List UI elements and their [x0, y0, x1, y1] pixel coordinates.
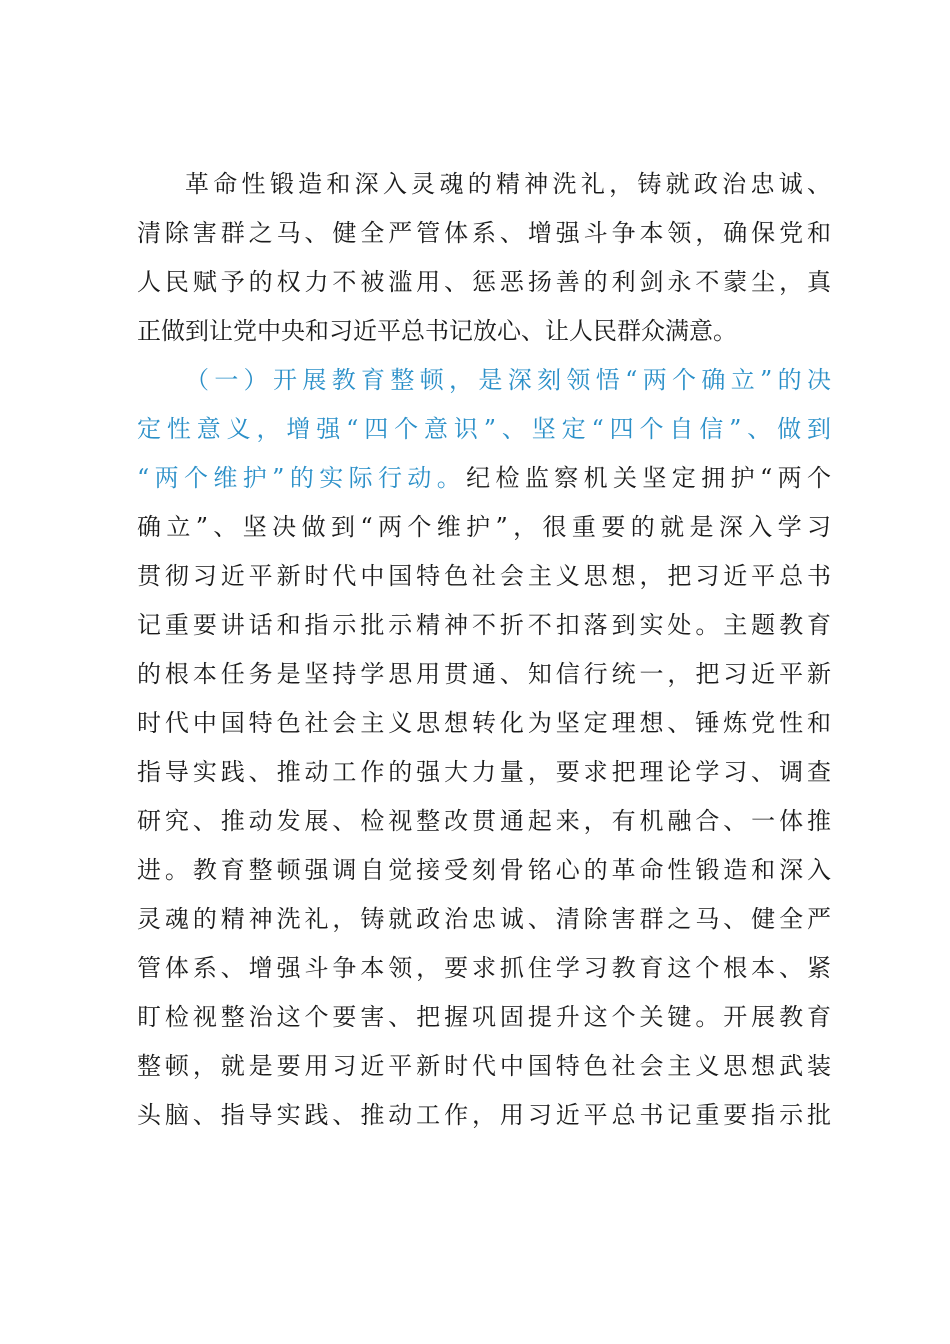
text-line: 人民赋予的权力不被滥用、惩恶扬善的利剑永不蒙尘，真 [137, 268, 831, 296]
mixed-line [137, 454, 831, 503]
text-line: 头脑、指导实践、推动工作，用习近平总书记重要指示批 [137, 1101, 831, 1129]
text-line: 整顿，就是要用习近平新时代中国特色社会主义思想武装 [137, 1052, 831, 1080]
text-line: 进。教育整顿强调自觉接受刻骨铭心的革命性锻造和深入 [137, 856, 831, 884]
text-line: 记重要讲话和指示批示精神不折不扣落到实处。主题教育 [137, 611, 831, 639]
section-heading-line: （一）开展教育整顿，是深刻领悟“两个确立”的决 [185, 366, 831, 394]
text-line: 灵魂的精神洗礼，铸就政治忠诚、清除害群之马、健全严 [137, 905, 831, 933]
text-line: 贯彻习近平新时代中国特色社会主义思想，把习近平总书 [137, 562, 831, 590]
body-text: 纪检监察机关坚定拥护“两个 [466, 464, 831, 492]
text-line: 研究、推动发展、检视整改贯通起来，有机融合、一体推 [137, 807, 831, 835]
text-line: 指导实践、推动工作的强大力量，要求把理论学习、调查 [137, 758, 831, 786]
text-line: 正做到让党中央和习近平总书记放心、让人民群众满意。 [137, 317, 737, 345]
section-heading-line: 定性意义，增强“四个意识”、坚定“四个自信”、做到 [137, 415, 831, 443]
document-page [137, 160, 831, 1140]
text-line: 清除害群之马、健全严管体系、增强斗争本领，确保党和 [137, 219, 831, 247]
paragraph-intro [137, 160, 831, 356]
text-line: 革命性锻造和深入灵魂的精神洗礼，铸就政治忠诚、 [185, 170, 831, 198]
text-line: 盯检视整治这个要害、把握巩固提升这个关键。开展教育 [137, 1003, 831, 1031]
section-heading-end: “两个维护”的实际行动。 [137, 464, 467, 492]
paragraph-section-one [137, 356, 831, 1140]
text-line: 时代中国特色社会主义思想转化为坚定理想、锤炼党性和 [137, 709, 831, 737]
text-line: 确立”、坚决做到“两个维护”，很重要的就是深入学习 [137, 513, 831, 541]
text-line: 管体系、增强斗争本领，要求抓住学习教育这个根本、紧 [137, 954, 831, 982]
text-line: 的根本任务是坚持学思用贯通、知信行统一，把习近平新 [137, 660, 831, 688]
